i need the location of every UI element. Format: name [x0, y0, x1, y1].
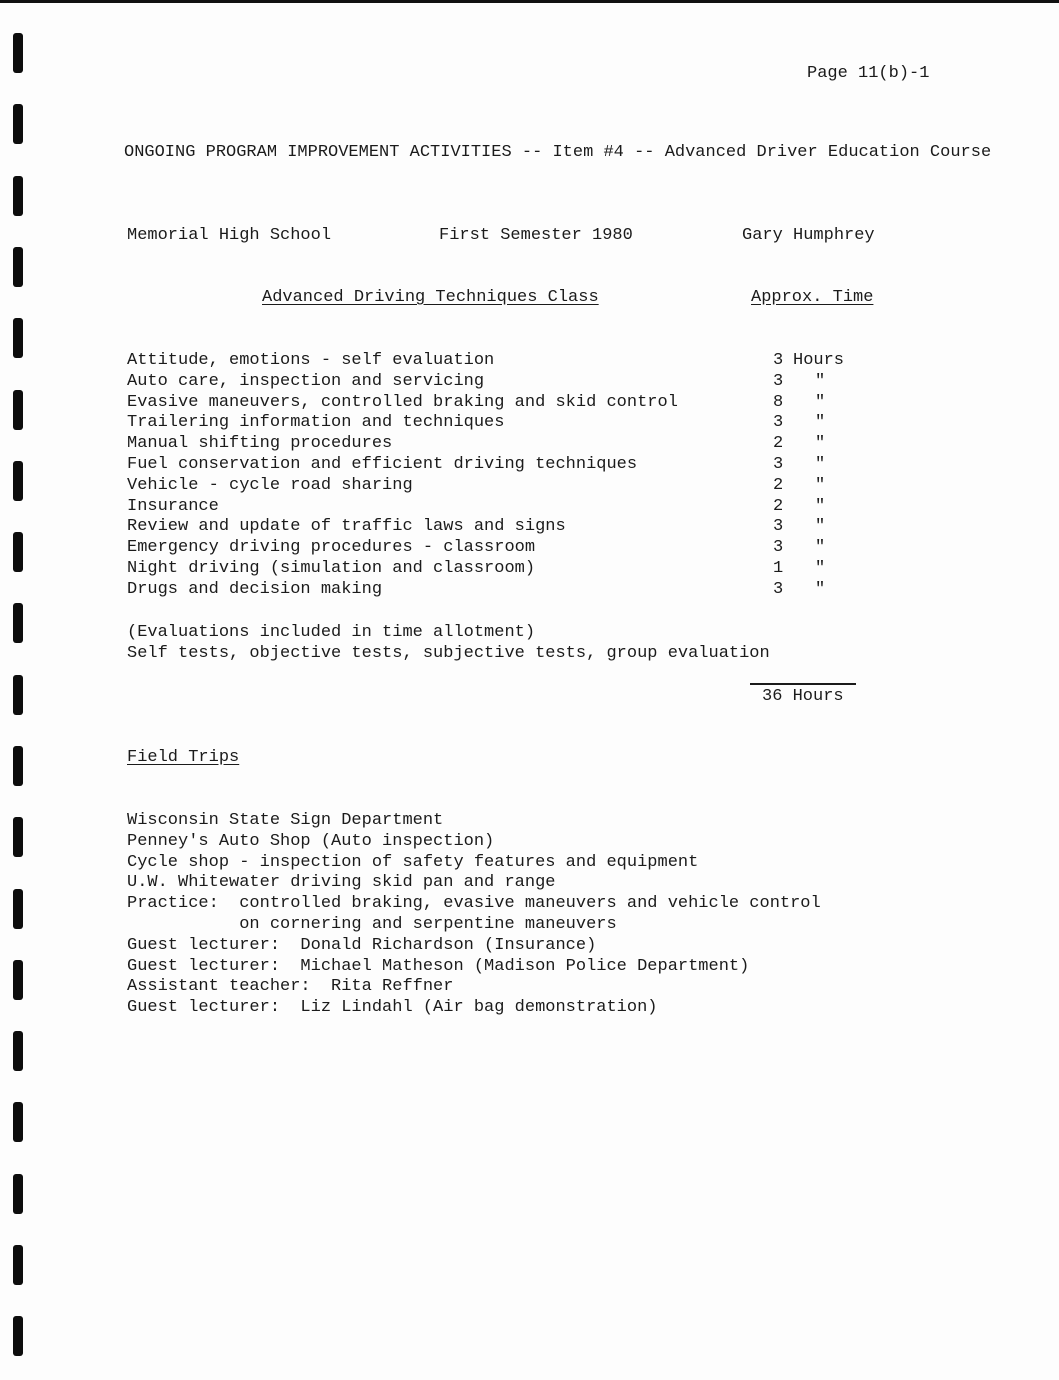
topic-hours: 2	[773, 475, 784, 495]
evaluations-note: (Evaluations included in time allotment)	[127, 623, 536, 642]
binder-punch-strip	[0, 0, 40, 1380]
ditto-mark: "	[815, 517, 826, 537]
topic-hours: 3	[773, 538, 784, 558]
school-name: Memorial High School	[127, 226, 332, 245]
topic-row	[127, 455, 887, 476]
topic-name: Attitude, emotions - self evaluation	[127, 351, 495, 370]
topic-hours: 3	[773, 351, 784, 370]
topic-row	[127, 372, 887, 393]
punch-hole	[13, 318, 23, 358]
topic-row	[127, 538, 887, 559]
topic-name: Review and update of traffic laws and signs	[127, 517, 566, 537]
topic-row	[127, 393, 887, 414]
punch-hole	[13, 33, 23, 73]
punch-hole	[13, 603, 23, 643]
punch-hole	[13, 1174, 23, 1214]
punch-hole	[13, 1245, 23, 1285]
total-rule	[750, 683, 856, 685]
topic-name: Night driving (simulation and classroom)	[127, 559, 536, 578]
document-title: ONGOING PROGRAM IMPROVEMENT ACTIVITIES -- Item #4 -- Advanced Driver Education Course	[124, 143, 992, 162]
punch-hole	[13, 104, 23, 144]
field-trips-heading: Field Trips	[127, 748, 240, 767]
punch-hole	[13, 176, 23, 216]
topic-hours: 3	[773, 517, 784, 537]
punch-hole	[13, 1031, 23, 1071]
class-heading: Advanced Driving Techniques Class	[262, 288, 599, 307]
topic-name: Fuel conservation and efficient driving techniques	[127, 455, 638, 474]
field-trip-item: Penney's Auto Shop (Auto inspection)	[127, 831, 495, 851]
topic-row	[127, 413, 887, 434]
topic-hours: 2	[773, 496, 784, 516]
topic-name: Manual shifting procedures	[127, 434, 393, 454]
topic-hours: 8	[773, 392, 784, 412]
field-trip-item: Practice: controlled braking, evasive maneuvers and vehicle control	[127, 894, 821, 914]
ditto-mark: "	[815, 496, 826, 516]
instructor-name: Gary Humphrey	[742, 226, 875, 245]
topic-row	[127, 434, 887, 455]
page-number: Page 11(b)-1	[807, 64, 930, 83]
punch-hole	[13, 1102, 23, 1142]
punch-hole	[13, 1316, 23, 1356]
topic-name: Evasive maneuvers, controlled braking and skid control	[127, 392, 678, 412]
punch-hole	[13, 746, 23, 786]
field-trip-item: Guest lecturer: Michael Matheson (Madison Police Department)	[127, 956, 750, 976]
punch-hole	[13, 817, 23, 857]
topic-name: Trailering information and techniques	[127, 413, 505, 433]
topic-hours: 3	[773, 371, 784, 391]
topic-row	[127, 476, 887, 497]
field-trip-item: Assistant teacher: Rita Reffner	[127, 977, 454, 997]
topic-name: Auto care, inspection and servicing	[127, 371, 485, 391]
ditto-mark: "	[815, 434, 826, 454]
punch-hole	[13, 461, 23, 501]
punch-hole	[13, 960, 23, 1000]
punch-hole	[13, 247, 23, 287]
topic-row	[127, 517, 887, 538]
ditto-mark: "	[815, 559, 826, 578]
topic-hours: 1	[773, 559, 784, 578]
hours-unit: Hours	[793, 351, 845, 370]
field-trip-item: Guest lecturer: Donald Richardson (Insurance)	[127, 935, 597, 955]
punch-hole	[13, 390, 23, 430]
field-trip-item: Wisconsin State Sign Department	[127, 811, 444, 830]
ditto-mark: "	[815, 392, 826, 412]
time-heading: Approx. Time	[751, 288, 874, 307]
topic-hours: 3	[773, 413, 784, 433]
punch-hole	[13, 675, 23, 715]
ditto-mark: "	[815, 579, 826, 599]
topic-hours: 3	[773, 455, 784, 474]
evaluations-list: Self tests, objective tests, subjective tests, group evaluation	[127, 644, 770, 663]
field-trip-item: Cycle shop - inspection of safety features and equipment	[127, 852, 699, 872]
topic-name: Insurance	[127, 496, 219, 516]
top-edge-line	[0, 0, 1059, 3]
ditto-mark: "	[815, 455, 826, 474]
topic-hours: 3	[773, 579, 784, 599]
field-trip-item: on cornering and serpentine maneuvers	[127, 915, 617, 934]
topic-row	[127, 580, 887, 601]
topic-hours: 2	[773, 434, 784, 454]
ditto-mark: "	[815, 538, 826, 558]
field-trip-item: U.W. Whitewater driving skid pan and range	[127, 873, 556, 893]
punch-hole	[13, 532, 23, 572]
ditto-mark: "	[815, 475, 826, 495]
topic-row	[127, 497, 887, 518]
topic-row	[127, 351, 887, 372]
topic-row	[127, 559, 887, 580]
topic-name: Vehicle - cycle road sharing	[127, 475, 413, 495]
total-hours: 36 Hours	[762, 687, 844, 706]
topic-name: Drugs and decision making	[127, 579, 383, 599]
field-trip-item: Guest lecturer: Liz Lindahl (Air bag demonstration)	[127, 998, 658, 1018]
ditto-mark: "	[815, 371, 826, 391]
topic-name: Emergency driving procedures - classroom	[127, 538, 536, 558]
semester: First Semester 1980	[439, 226, 633, 245]
ditto-mark: "	[815, 413, 826, 433]
punch-hole	[13, 889, 23, 929]
